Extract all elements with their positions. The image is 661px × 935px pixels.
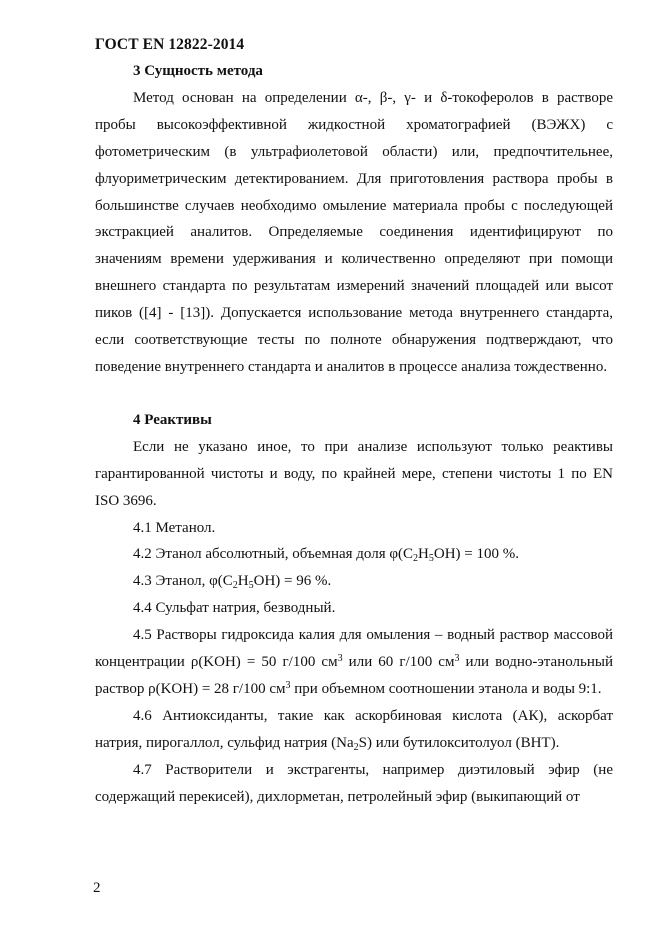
section-4-heading: 4 Реактивы (133, 411, 212, 428)
item-4-7: 4.7 Растворители и экстрагенты, например диэтиловый эфир (не содержащий перекисей), дихлорметан, петролейный эфир (выкипающий от (95, 761, 613, 805)
item-4-6: 4.6 Антиоксиданты, такие как аскорбиновая кислота (АК), аскорбат натрия, пирогаллол, сульфид натрия $(Na_2S)$ или бутилокситолуол (BHT). (95, 707, 613, 753)
page-number: 2 (93, 880, 101, 896)
section-4-intro: Если не указано иное, то при анализе используют только реактивы гарантированной чистоты и воду, по крайней мере, степени чистоты 1 по EN ISO 3696. (95, 438, 613, 509)
section-3-heading: 3 Сущность метода (133, 63, 263, 79)
section-3-paragraph: Метод основан на определении α-, β-, γ- и δ-токоферолов в растворе пробы высокоэффективной жидкостной хроматографией (ВЭЖХ) с фотометрическим (в ультрафиолетовой области) или, предпочтительнее, флуориметрическим детектированием. Для приготовления раствора пробы в большинстве случаев необходимо омыление материала пробы с последующей экстракцией аналитов. Определяемые соединения идентифицируют по значениям времени удерживания и количественно определяют при помощи внешнего стандарта по результатам измерений значений площадей или высот пиков ([4] - [13]). Допускается использование метода внутреннего стандарта, если соответствующие тесты по полноте обнаружения подтверждают, что поведение внутреннего стандарта и аналитов в процессе анализа тождественно. (95, 89, 613, 375)
section-spacer (95, 381, 613, 407)
item-4-1: 4.1 Метанол. (133, 519, 216, 536)
item-4-3: 4.3 Этанол, $\varphi(C_2H_5OH) = 96$ %. (133, 573, 332, 592)
item-4-2: 4.2 Этанол абсолютный, объемная доля $\varphi(C_2H_5OH) = 100$ %. (133, 546, 519, 565)
standard-header: ГОСТ EN 12822-2014 (95, 36, 245, 53)
document-body (95, 58, 613, 810)
item-4-5: 4.5 Растворы гидроксида калия для омыления – водный раствор массовой концентрации ρ(KOH) = 50 г/100 $см^3$ или 60 г/100 $см^3$ или водно-этанольный раствор ρ(KOH) = 28 г/100 $см^3$ при объемном соотношении этанола и воды 9:1. (95, 627, 613, 697)
item-4-4: 4.4 Сульфат натрия, безводный. (133, 600, 336, 617)
